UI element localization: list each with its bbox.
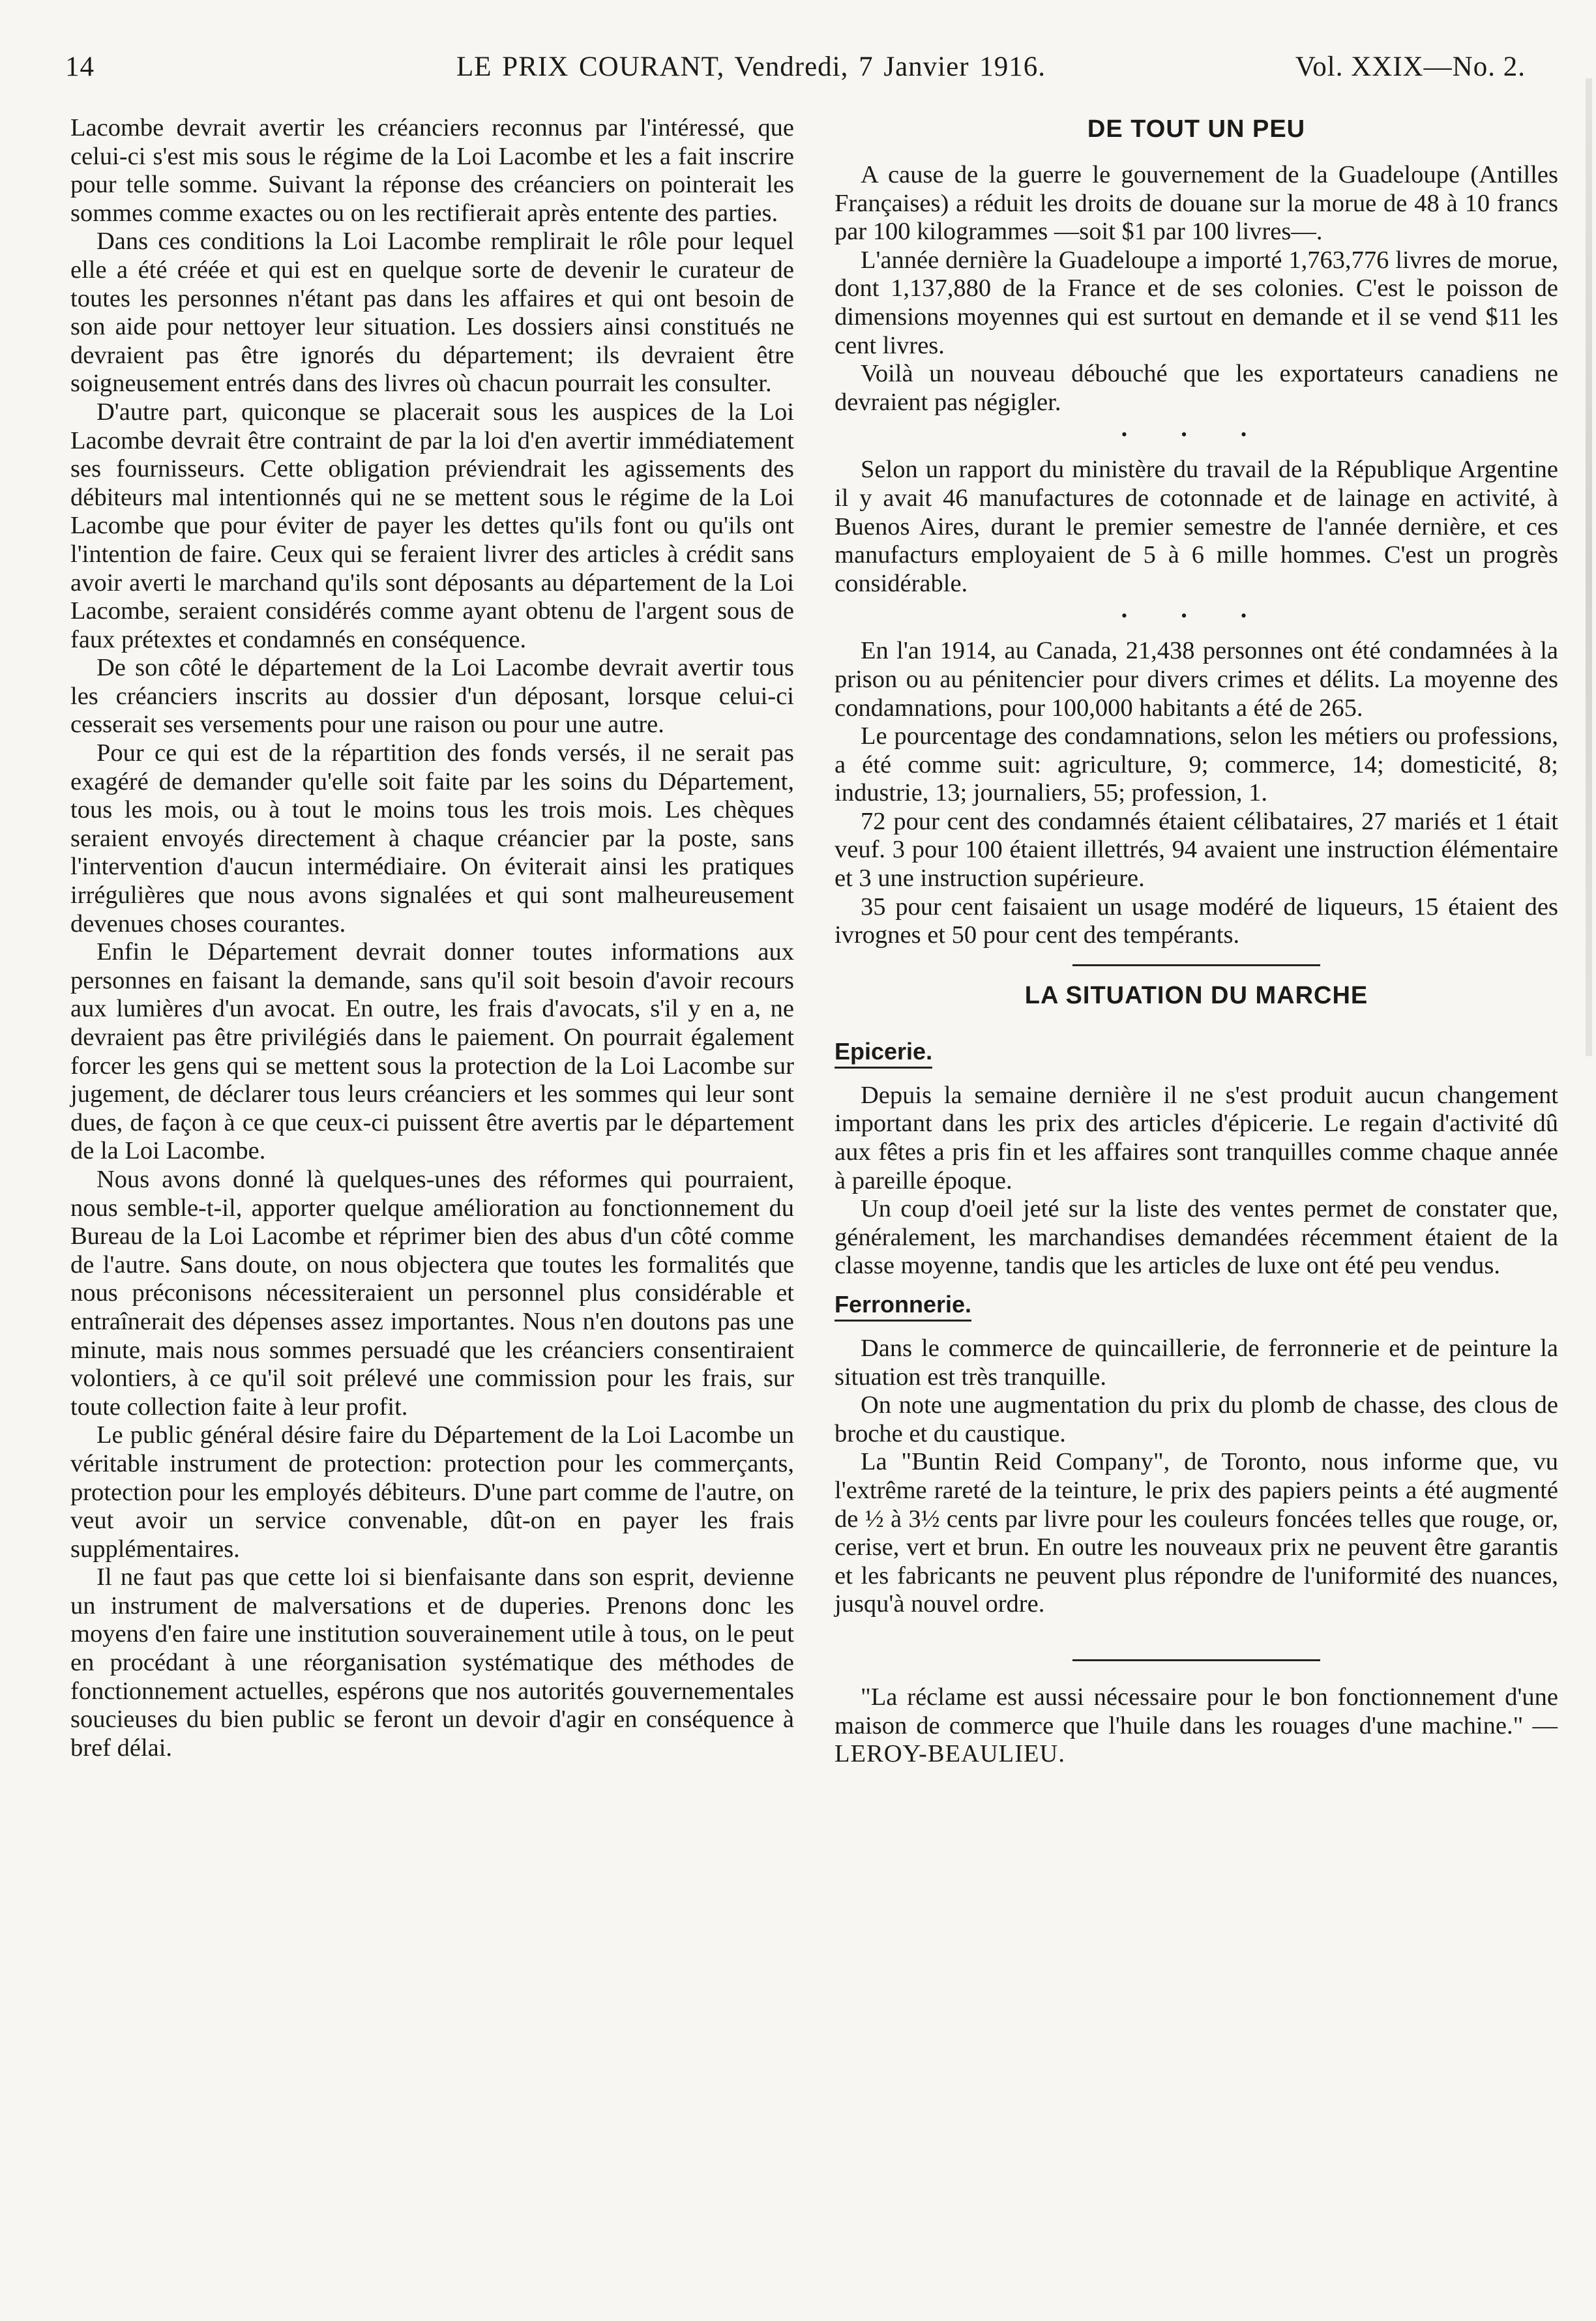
article-paragraph: De son côté le département de la Loi Lacombe devrait avertir tous les créanciers inscrits au dossier d'un déposant, lorsque celui-ci cesserait ses versements pour une raison ou pour une autre.	[70, 654, 794, 739]
article-paragraph: Le public général désire faire du Département de la Loi Lacombe un véritable instrument de protection: protection pour les commerçants, protection pour les employés débiteurs. D'une part comme de l'autre, on veut avoir un service convenable, dût-on en payer les frais supplémentaires.	[70, 1421, 794, 1563]
news-paragraph: A cause de la guerre le gouvernement de la Guadeloupe (Antilles Françaises) a réduit les droits de douane sur la morue de 48 à 10 francs par 100 kilogrammes —soit $1 par 100 livres—.	[835, 161, 1558, 246]
quote-text	[835, 1683, 1558, 1769]
market-paragraph: La "Buntin Reid Company", de Toronto, nous informe que, vu l'extrême rareté de la teinture, le prix des papiers peints a été augmenté de ½ à 3½ cents par livre pour les couleurs foncées telles que rouge, or, cerise, vert et brun. En outre les nouveaux prix ne peuvent être garantis et les fabricants ne peuvent plus répondre de l'uniformité des nuances, jusqu'à nouvel ordre.	[835, 1448, 1558, 1618]
publication-title: LE PRIX COURANT, Vendredi, 7 Janvier 1916.	[456, 52, 1046, 82]
article-paragraph: Pour ce qui est de la répartition des fonds versés, il ne serait pas exagéré de demander qu'elle soit faite par les soins du Département, tous les mois, ou à tout le moins tous les trois mois. Les chèques seraient envoyés directement à chaque créancier par la poste, sans l'intervention d'aucun intermédiaire. On éviterait ainsi les pratiques irrégulières que nous avons signalées et qui sont malheureusement devenues choses courantes.	[70, 739, 794, 938]
section-title-situation-marche: LA SITUATION DU MARCHE	[1024, 981, 1368, 1009]
article-paragraph: Il ne faut pas que cette loi si bienfaisante dans son esprit, devienne un instrument de malversations et de duperies. Prenons donc les moyens d'en faire une institution souverainement utile à tous, on le peut en procédant à une réorganisation systématique des méthodes de fonctionnement actuelles, espérons que nos autorités gouvernementales soucieuses du bien public se feront un devoir d'agir en conséquence à bref délai.	[70, 1563, 794, 1762]
section-separator-stars: • • •	[1121, 425, 1272, 445]
news-paragraph: Voilà un nouveau débouché que les exportateurs canadiens ne devraient pas négigler.	[835, 360, 1558, 416]
section-divider	[1072, 964, 1320, 966]
article-paragraph: Enfin le Département devrait donner toutes informations aux personnes en faisant la demande, sans qu'il soit besoin d'avoir recours aux lumières d'un avocat. En outre, les frais d'avocats, s'il y en a, ne devraient pas être privilégiés dans le paiement. On pourrait également forcer les gens qui se mettent sous la protection de la Loi Lacombe sur jugement, de déclarer tous leurs créanciers et les sommes qui leur sont dues, de façon à ce que ceux-ci puissent être avertis par le département de la Loi Lacombe.	[70, 938, 794, 1165]
news-paragraph: L'année dernière la Guadeloupe a importé 1,763,776 livres de morue, dont 1,137,880 de la France et de ses colonies. C'est le poisson de dimensions moyennes qui est surtout en demande et il se vend $11 les cent livres.	[835, 246, 1558, 359]
article-paragraph: D'autre part, quiconque se placerait sous les auspices de la Loi Lacombe devrait être contraint de par la loi d'en avertir immédiatement ses fournisseurs. Cette obligation préviendrait les agissements des débiteurs mal intentionnés qui ne se mettent sous le régime de la Loi Lacombe que pour éviter de payer les dettes qu'ils font ou qu'ils ont l'intention de faire. Ceux qui se feraient livrer des articles à crédit sans avoir averti le marchand qu'ils sont déposants au département de la Loi Lacombe, seraient considérés comme ayant obtenu de l'argent sous de faux prétextes et condamnés en conséquence.	[70, 398, 794, 653]
subheading-epicerie: Epicerie.	[835, 1037, 932, 1069]
page-header	[65, 46, 1526, 98]
quote-block	[835, 1659, 1558, 1769]
market-paragraph: Depuis la semaine dernière il ne s'est produit aucun changement important dans les prix des articles d'épicerie. Le regain d'activité dû aux fêtes a pris fin et les affaires sont tranquilles comme chaque année à pareille époque.	[835, 1081, 1558, 1194]
news-paragraph: 72 pour cent des condamnés étaient célibataires, 27 mariés et 1 était veuf. 3 pour 100 étaient illettrés, 94 avaient une instruction élémentaire et 3 une instruction supérieure.	[835, 807, 1558, 893]
subheading-ferronnerie: Ferronnerie.	[835, 1290, 971, 1322]
quote-author: — LEROY-BEAULIEU.	[835, 1711, 1558, 1768]
news-paragraph: En l'an 1914, au Canada, 21,438 personnes ont été condamnées à la prison ou au pénitencier pour divers crimes et délits. La moyenne des condamnations, pour 100,000 habitants a été de 265.	[835, 637, 1558, 722]
section-title-de-tout-un-peu: DE TOUT UN PEU	[1087, 115, 1306, 143]
right-column	[835, 114, 1558, 1769]
section-separator-stars: • • •	[1121, 606, 1272, 626]
news-paragraph: Le pourcentage des condamnations, selon les métiers ou professions, a été comme suit: agriculture, 9; commerce, 14; domesticité, 8; industrie, 13; journaliers, 55; profession, 1.	[835, 722, 1558, 807]
left-column	[70, 114, 794, 1762]
volume-number: Vol. XXIX—No. 2.	[1295, 52, 1526, 82]
market-paragraph: Un coup d'oeil jeté sur la liste des ventes permet de constater que, généralement, les marchandises demandées récemment étaient de la classe moyenne, tandis que les articles de luxe ont été peu vendus.	[835, 1195, 1558, 1280]
scan-edge-shadow	[1586, 78, 1592, 1056]
article-paragraph: Dans ces conditions la Loi Lacombe remplirait le rôle pour lequel elle a été créée et qui est en quelque sorte de devenir le curateur de toutes les personnes n'étant pas dans les affaires et qui ont besoin de son aide pour nettoyer leur situation. Les dossiers ainsi constitués ne devraient pas être ignorés du département; ils devraient être soigneusement entrés dans des livres où chacun pourrait les consulter.	[70, 228, 794, 398]
article-paragraph: Lacombe devrait avertir les créanciers reconnus par l'intéressé, que celui-ci s'est mis sous le régime de la Loi Lacombe et les a fait inscrire pour telle somme. Suivant la réponse des créanciers on pointerait les sommes comme exactes ou on les rectifierait après entente des parties.	[70, 114, 794, 227]
page-number: 14	[65, 52, 95, 82]
market-paragraph: On note une augmentation du prix du plomb de chasse, des clous de broche et du caustique.	[835, 1391, 1558, 1447]
quote-divider	[1072, 1659, 1320, 1661]
article-paragraph: Nous avons donné là quelques-unes des réformes qui pourraient, nous semble-t-il, apporter quelque amélioration au fonctionnement du Bureau de la Loi Lacombe et réprimer bien des abus d'un côté comme de l'autre. Sans doute, on nous objectera que toutes les formalités que nous préconisons nécessiteraient un personnel plus considérable et entraînerait des dépenses assez importantes. Nous n'en doutons pas une minute, mais nous sommes persuadé que les créanciers consentiraient volontiers, à ce qu'il soit prélevé une commission pour les frais, sur toute collection faite à leur profit.	[70, 1165, 794, 1421]
news-paragraph: Selon un rapport du ministère du travail de la République Argentine il y avait 46 manufactures de cotonnade et de lainage en activité, à Buenos Aires, durant le premier semestre de l'année dernière, et ces manufacturs employaient de 5 à 6 mille hommes. C'est un progrès considérable.	[835, 456, 1558, 597]
news-paragraph: 35 pour cent faisaient un usage modéré de liqueurs, 15 étaient des ivrognes et 50 pour cent des tempérants.	[835, 893, 1558, 949]
quote-body: "La réclame est aussi nécessaire pour le bon fonctionnement d'une maison de commerce que l'huile dans les rouages d'une machine."	[835, 1683, 1558, 1739]
market-paragraph: Dans le commerce de quincaillerie, de ferronnerie et de peinture la situation est très tranquille.	[835, 1335, 1558, 1391]
